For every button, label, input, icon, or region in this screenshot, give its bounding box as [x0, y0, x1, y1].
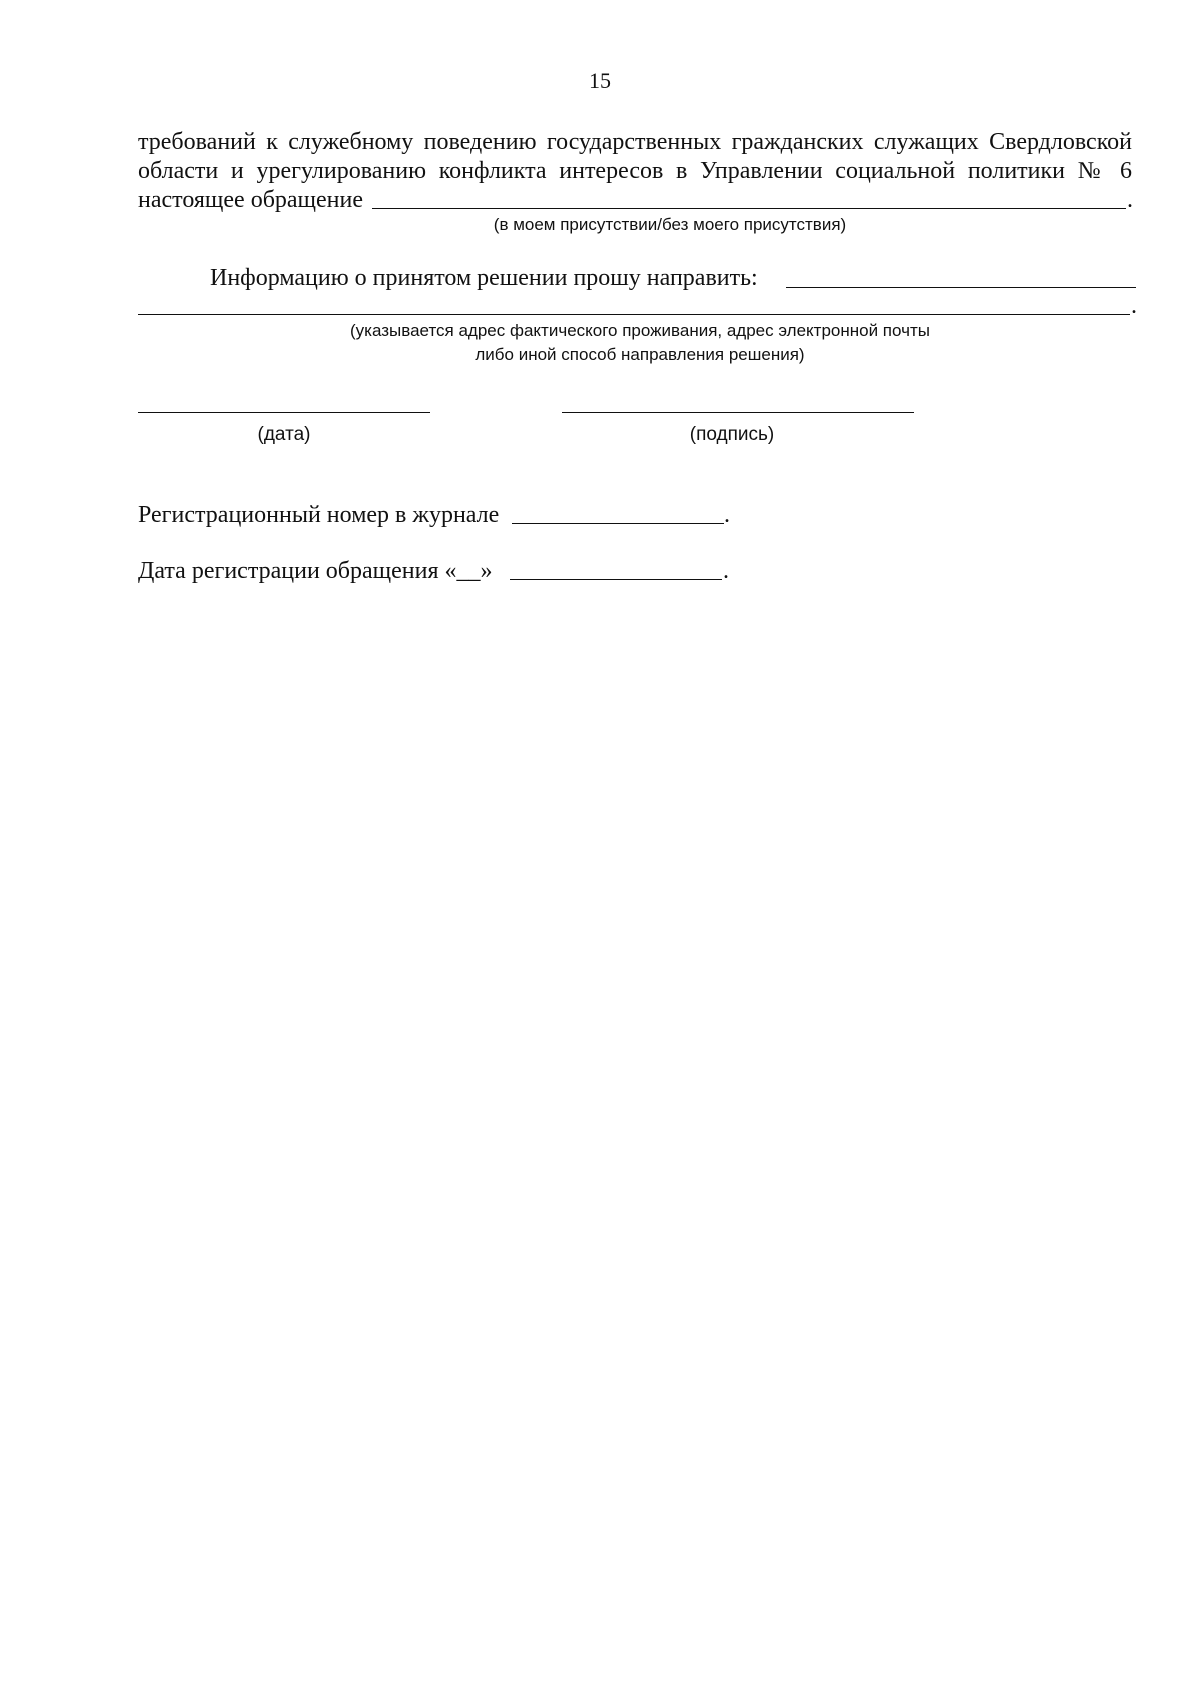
date-caption: (дата) — [257, 424, 311, 445]
registration-date-end-mark: . — [723, 558, 729, 584]
notification-end-mark: . — [1131, 293, 1137, 319]
appeal-end-mark: . — [1127, 187, 1133, 213]
notification-hint-line-2: либо иной способ направления решения) — [475, 345, 805, 364]
notification-label: Информацию о принятом решении прошу направить: — [210, 265, 758, 291]
signature-caption: (подпись) — [689, 424, 775, 445]
intro-line-2: области и урегулированию конфликта интересов в Управлении социальной политики № 6 — [138, 158, 1132, 184]
registration-date-blank-line[interactable] — [510, 579, 722, 580]
notification-blank-line-2[interactable] — [138, 314, 1130, 315]
presence-hint: (в моем присутствии/без моего присутствия) — [493, 215, 847, 234]
journal-number-end-mark: . — [724, 502, 730, 528]
intro-line-1: требований к служебному поведению государственных гражданских служащих Свердловской — [138, 129, 1132, 155]
notification-hint-line-1: (указывается адрес фактического проживания, адрес электронной почты — [350, 321, 930, 340]
journal-number-label: Регистрационный номер в журнале — [138, 502, 500, 528]
date-blank-line[interactable] — [138, 412, 430, 413]
signature-blank-line[interactable] — [562, 412, 914, 413]
notification-blank-line-1[interactable] — [786, 287, 1136, 288]
page-number: 15 — [589, 68, 611, 93]
registration-date-label: Дата регистрации обращения «__» — [138, 558, 493, 584]
appeal-blank-line[interactable] — [372, 208, 1126, 209]
journal-number-blank-line[interactable] — [512, 523, 724, 524]
intro-line-3-label: настоящее обращение — [138, 187, 364, 213]
